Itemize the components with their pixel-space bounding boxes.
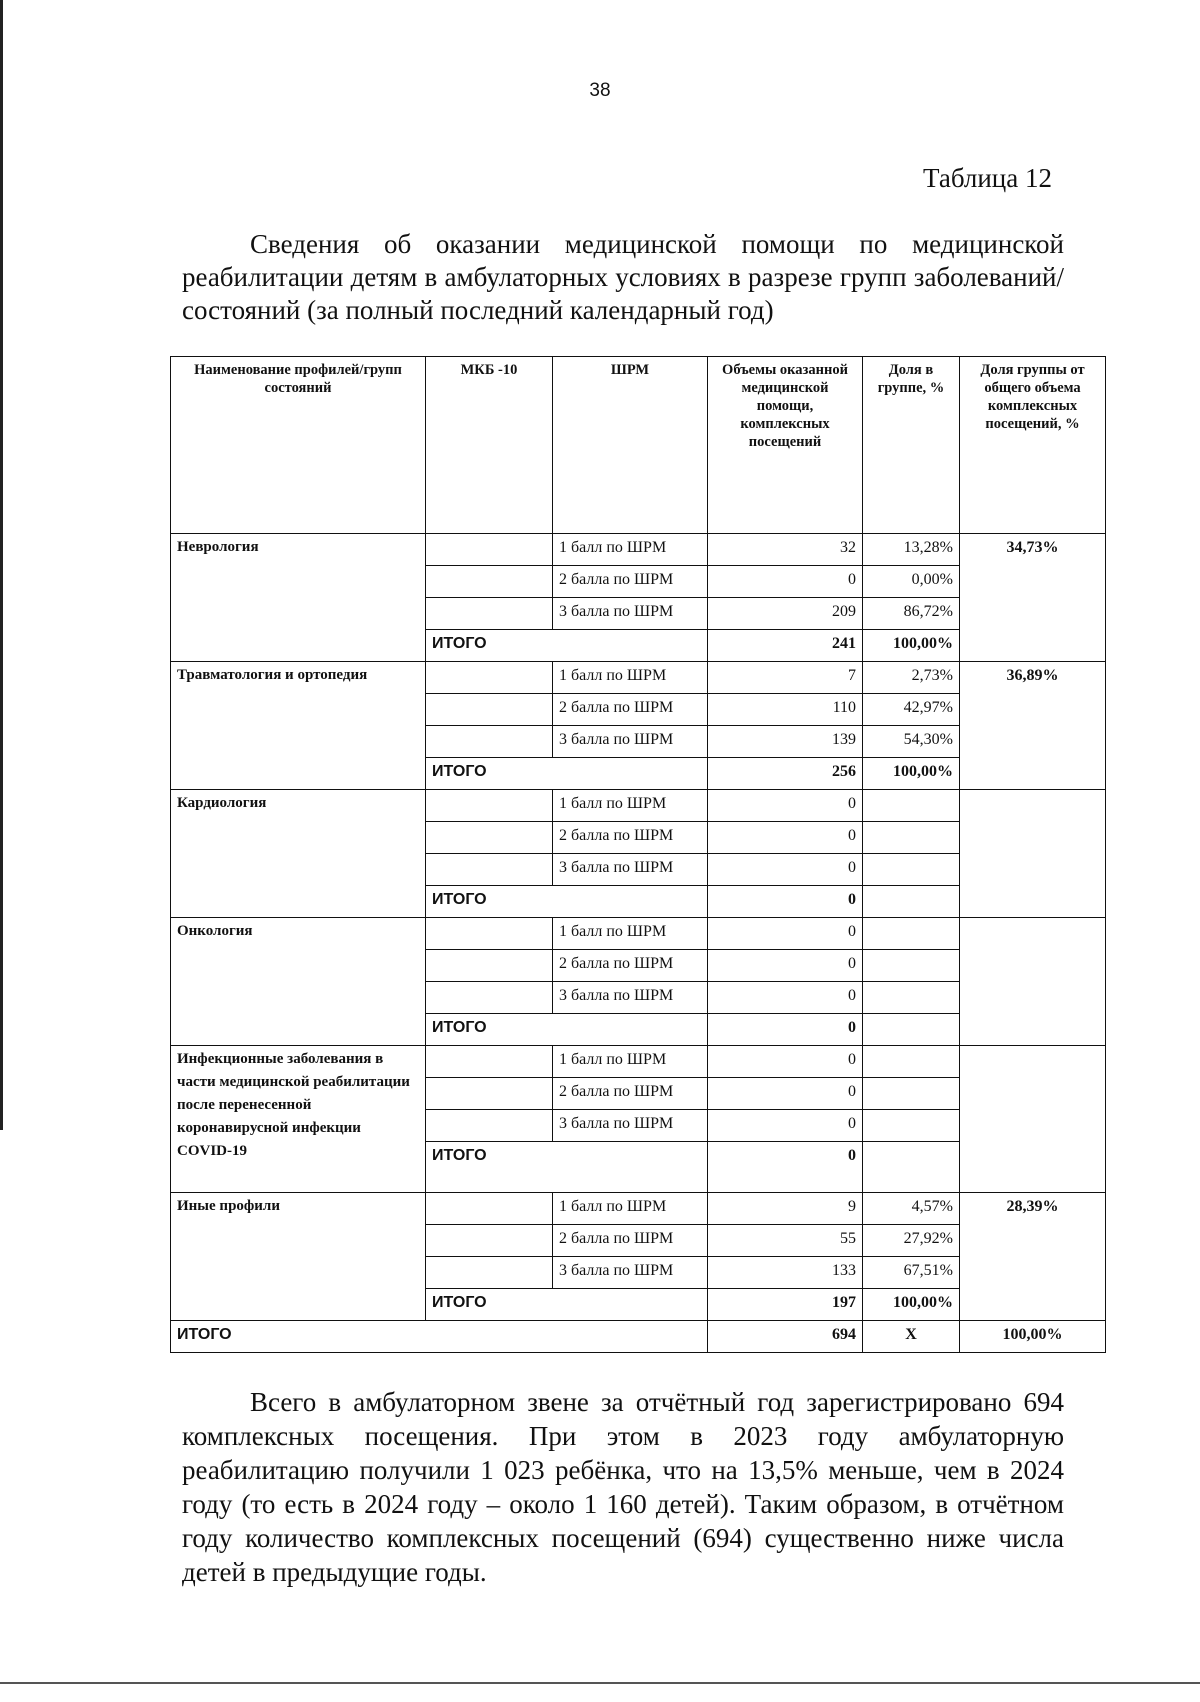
share-cell (863, 1110, 960, 1142)
volume-cell: 0 (708, 982, 863, 1014)
table-row (171, 790, 1106, 822)
share-cell: 54,30% (863, 726, 960, 758)
volume-cell: 0 (708, 822, 863, 854)
mkb-cell (426, 1110, 553, 1142)
summary-paragraph-text: Всего в амбулаторном звене за отчётный год зарегистрировано 694 комплексных посещения. При этом в 2023 году амбулаторную реабилитацию получили 1 023 ребёнка, что на 13,5% меньше, чем в 2024 году (то есть в 2024 году – около 1 160 детей). Таким образом, в отчётном году количество комплексных посещений (694) существенно ниже числа детей в предыдущие годы. (182, 1387, 1064, 1587)
shrm-cell: 3 балла по ШРМ (553, 726, 708, 758)
grand-total-group-share: 100,00% (960, 1321, 1106, 1353)
shrm-cell: 2 балла по ШРМ (553, 950, 708, 982)
volume-cell: 55 (708, 1225, 863, 1257)
volume-cell: 110 (708, 694, 863, 726)
mkb-cell (426, 1078, 553, 1110)
group-share-cell: 28,39% (960, 1193, 1106, 1321)
table-body (171, 534, 1106, 1353)
share-cell: 0,00% (863, 566, 960, 598)
group-total-label: ИТОГО (426, 1014, 708, 1046)
group-name-cell: Неврология (171, 534, 426, 662)
rehab-table (170, 356, 1106, 1353)
mkb-cell (426, 950, 553, 982)
mkb-cell (426, 790, 553, 822)
shrm-cell: 3 балла по ШРМ (553, 982, 708, 1014)
share-cell: 67,51% (863, 1257, 960, 1289)
volume-cell: 133 (708, 1257, 863, 1289)
group-share-cell: 36,89% (960, 662, 1106, 790)
table-heading-text: Сведения об оказании медицинской помощи по медицинской реабилитации детям в амбулаторных условиях в разрезе групп заболеваний/состояний (за полный последний календарный год) (182, 229, 1064, 325)
group-total-share: 100,00% (863, 1289, 960, 1321)
header-row (171, 357, 1106, 534)
shrm-cell: 2 балла по ШРМ (553, 566, 708, 598)
shrm-cell: 1 балл по ШРМ (553, 1193, 708, 1225)
table-row (171, 1193, 1106, 1225)
shrm-cell: 3 балла по ШРМ (553, 1110, 708, 1142)
group-total-share: 100,00% (863, 758, 960, 790)
group-name-cell: Иные профили (171, 1193, 426, 1321)
mkb-cell (426, 918, 553, 950)
mkb-cell (426, 1257, 553, 1289)
group-total-volume: 256 (708, 758, 863, 790)
mkb-cell (426, 822, 553, 854)
group-total-label: ИТОГО (426, 1289, 708, 1321)
mkb-cell (426, 726, 553, 758)
shrm-cell: 1 балл по ШРМ (553, 534, 708, 566)
shrm-cell: 1 балл по ШРМ (553, 918, 708, 950)
group-share-cell (960, 1046, 1106, 1193)
group-total-label: ИТОГО (426, 758, 708, 790)
mkb-cell (426, 1225, 553, 1257)
col-header-profile: Наименование профилей/групп состояний (171, 357, 426, 534)
group-total-volume: 0 (708, 886, 863, 918)
volume-cell: 209 (708, 598, 863, 630)
share-cell: 42,97% (863, 694, 960, 726)
table-row (171, 918, 1106, 950)
grand-total-volume: 694 (708, 1321, 863, 1353)
share-cell (863, 950, 960, 982)
mkb-cell (426, 854, 553, 886)
mkb-cell (426, 694, 553, 726)
group-total-share (863, 1014, 960, 1046)
share-cell (863, 1078, 960, 1110)
summary-paragraph (182, 1385, 1064, 1589)
group-name-cell: Кардиология (171, 790, 426, 918)
col-header-shrm: ШРМ (553, 357, 708, 534)
group-total-volume: 0 (708, 1142, 863, 1193)
group-total-label: ИТОГО (426, 886, 708, 918)
shrm-cell: 2 балла по ШРМ (553, 822, 708, 854)
group-share-cell (960, 790, 1106, 918)
volume-cell: 0 (708, 1078, 863, 1110)
volume-cell: 139 (708, 726, 863, 758)
mkb-cell (426, 1046, 553, 1078)
share-cell: 4,57% (863, 1193, 960, 1225)
scan-edge-left (0, 0, 3, 1130)
share-cell (863, 1046, 960, 1078)
share-cell (863, 854, 960, 886)
mkb-cell (426, 982, 553, 1014)
group-total-volume: 241 (708, 630, 863, 662)
table-heading (182, 228, 1064, 327)
volume-cell: 32 (708, 534, 863, 566)
share-cell: 27,92% (863, 1225, 960, 1257)
volume-cell: 0 (708, 1046, 863, 1078)
share-cell: 2,73% (863, 662, 960, 694)
mkb-cell (426, 598, 553, 630)
table-row (171, 534, 1106, 566)
col-header-group-share: Доля группы от общего объема комплексных посещений, % (960, 357, 1106, 534)
group-total-share (863, 1142, 960, 1193)
grand-total-label: ИТОГО (171, 1321, 708, 1353)
shrm-cell: 3 балла по ШРМ (553, 1257, 708, 1289)
share-cell: 86,72% (863, 598, 960, 630)
shrm-cell: 1 балл по ШРМ (553, 1046, 708, 1078)
group-share-cell (960, 918, 1106, 1046)
share-cell (863, 982, 960, 1014)
group-name-cell: Травматология и ортопедия (171, 662, 426, 790)
col-header-volume: Объемы оказанной медицинской помощи, комплексных посещений (708, 357, 863, 534)
shrm-cell: 1 балл по ШРМ (553, 790, 708, 822)
volume-cell: 9 (708, 1193, 863, 1225)
shrm-cell: 3 балла по ШРМ (553, 598, 708, 630)
mkb-cell (426, 662, 553, 694)
volume-cell: 0 (708, 1110, 863, 1142)
table-row (171, 662, 1106, 694)
shrm-cell: 1 балл по ШРМ (553, 662, 708, 694)
share-cell (863, 790, 960, 822)
grand-total-row (171, 1321, 1106, 1353)
shrm-cell: 2 балла по ШРМ (553, 694, 708, 726)
group-total-volume: 197 (708, 1289, 863, 1321)
shrm-cell: 2 балла по ШРМ (553, 1078, 708, 1110)
group-total-volume: 0 (708, 1014, 863, 1046)
group-total-label: ИТОГО (426, 1142, 708, 1193)
shrm-cell: 2 балла по ШРМ (553, 1225, 708, 1257)
volume-cell: 0 (708, 790, 863, 822)
volume-cell: 0 (708, 566, 863, 598)
page-number: 38 (589, 80, 611, 101)
table-row (171, 1046, 1106, 1078)
group-total-share: 100,00% (863, 630, 960, 662)
group-total-share (863, 886, 960, 918)
share-cell (863, 918, 960, 950)
table-label: Таблица 12 (923, 163, 1052, 193)
shrm-cell: 3 балла по ШРМ (553, 854, 708, 886)
group-total-label: ИТОГО (426, 630, 708, 662)
volume-cell: 0 (708, 918, 863, 950)
volume-cell: 0 (708, 950, 863, 982)
col-header-mkb: МКБ -10 (426, 357, 553, 534)
grand-total-share: Х (863, 1321, 960, 1353)
col-header-share: Доля в группе, % (863, 357, 960, 534)
share-cell: 13,28% (863, 534, 960, 566)
scan-edge-bottom (0, 1682, 1200, 1684)
mkb-cell (426, 1193, 553, 1225)
volume-cell: 0 (708, 854, 863, 886)
group-name-cell: Онкология (171, 918, 426, 1046)
share-cell (863, 822, 960, 854)
mkb-cell (426, 534, 553, 566)
volume-cell: 7 (708, 662, 863, 694)
group-name-cell: Инфекционные заболевания в части медицинской реабилитации после перенесенной коронавирусной инфекции COVID-19 (171, 1046, 426, 1193)
group-share-cell: 34,73% (960, 534, 1106, 662)
mkb-cell (426, 566, 553, 598)
